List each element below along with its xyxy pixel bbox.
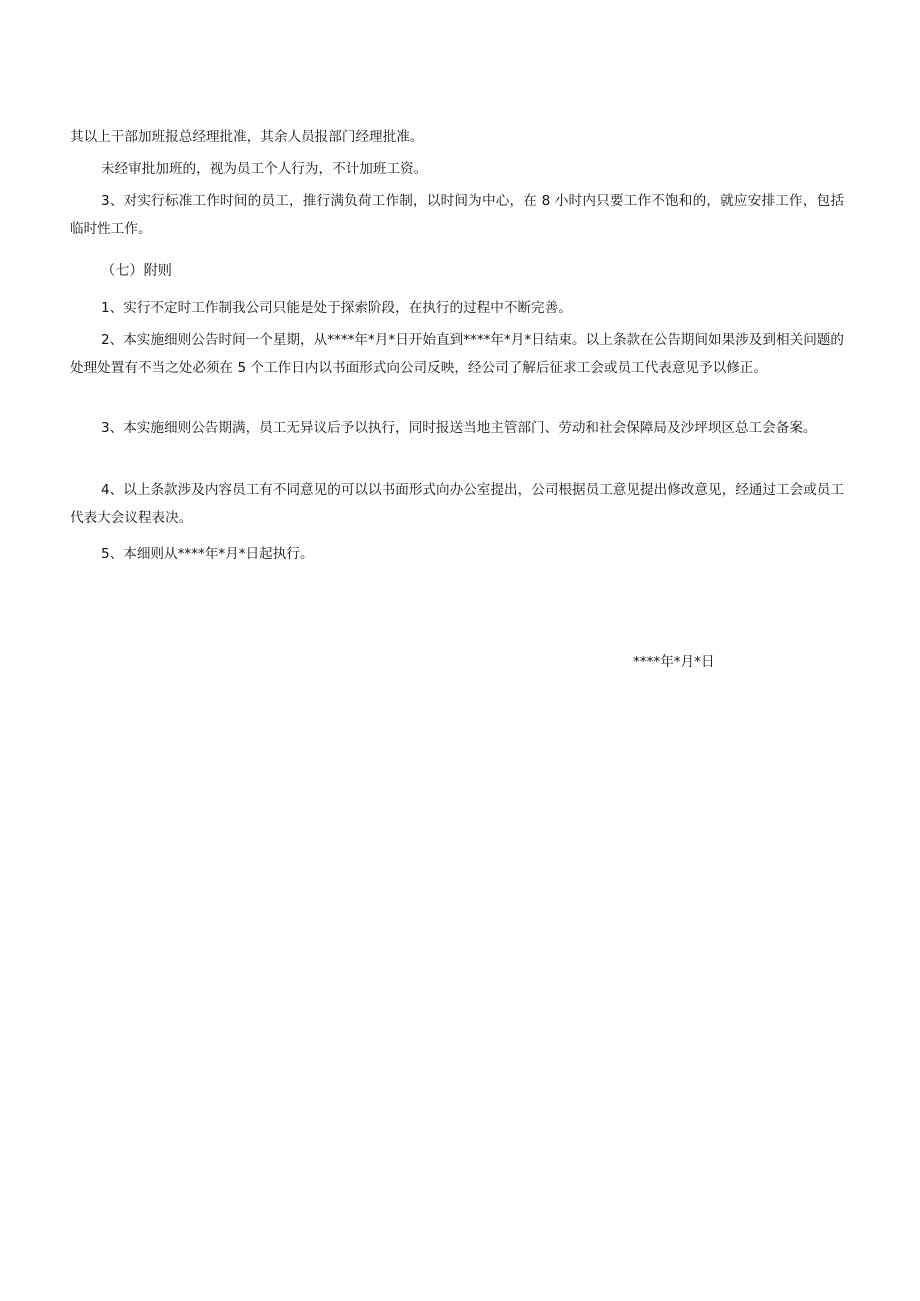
paragraph-unapproved-overtime: 未经审批加班的，视为员工个人行为，不计加班工资。 bbox=[101, 161, 428, 177]
section-heading-supplementary-provisions: （七）附则 bbox=[101, 263, 172, 279]
list-item: 1、实行不定时工作制我公司只能是处于探索阶段，在执行的过程中不断完善。 bbox=[101, 300, 572, 316]
list-item: 4、以上条款涉及内容员工有不同意见的可以以书面形式向办公室提出，公司根据员工意见提出修改意见，经通过工会或员工代表大会议程表决。 bbox=[70, 482, 844, 526]
paragraph-full-load-work: 3、对实行标准工作时间的员工，推行满负荷工作制，以时间为中心，在 8 小时内只要工作不饱和的，就应安排工作，包括临时性工作。 bbox=[70, 193, 844, 237]
list-item: 2、本实施细则公告时间一个星期，从****年*月*日开始直到****年*月*日结束。以上条款在公告期间如果涉及到相关问题的处理处置有不当之处必须在 5 个工作日内以书面形式向公司反映，经公司了解后征求工会或员工代表意见予以修正。 bbox=[70, 332, 844, 376]
paragraph-overtime-approval: 其以上干部加班报总经理批准，其余人员报部门经理批准。 bbox=[70, 129, 424, 145]
document-date: ****年*月*日 bbox=[633, 654, 715, 670]
list-item: 5、本细则从****年*月*日起执行。 bbox=[101, 546, 314, 562]
list-item: 3、本实施细则公告期满，员工无异议后予以执行，同时报送当地主管部门、劳动和社会保障局及沙坪坝区总工会备案。 bbox=[101, 420, 817, 436]
